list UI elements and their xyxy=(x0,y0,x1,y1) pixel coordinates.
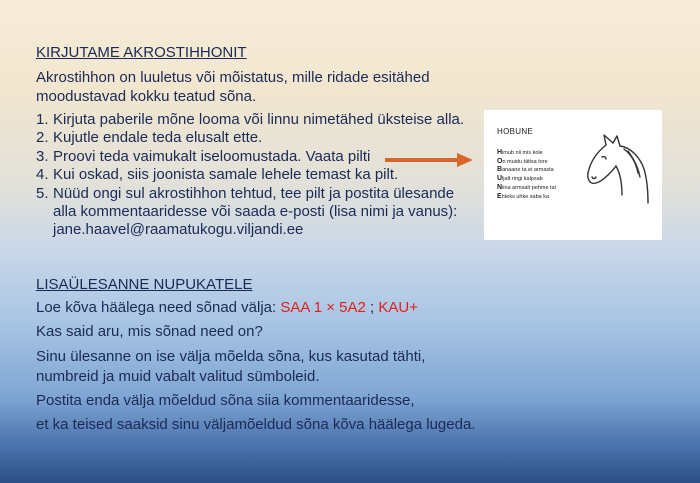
acrostic-example-card xyxy=(484,110,662,240)
task-prefix: Loe kõva häälega need sõnad välja: xyxy=(36,299,281,316)
poem-line: Himub nii mis kole xyxy=(497,149,543,156)
intro-line-2: moodustavad kokku teatud sõna. xyxy=(36,88,257,105)
step-5-continued: alla kommentaaridesse või saada e-posti (lisa nimi ja vanus): xyxy=(53,203,458,221)
step-5 xyxy=(36,185,464,203)
step-number: 4. xyxy=(36,166,49,184)
coded-word-2: KAU+ xyxy=(378,299,418,316)
step-1 xyxy=(36,111,464,129)
poem-line: Uljalt ringi kalpsab xyxy=(497,175,543,183)
task-line xyxy=(36,299,418,317)
post-line-2: et ka teised saaksid sinu väljamõeldud sõna kõva häälega lugeda. xyxy=(36,416,476,433)
assignment-line-1: Sinu ülesanne on ise välja mõelda sõna, kus kasutad tähti, xyxy=(36,348,426,365)
email-address[interactable]: jane.haavel@raamatukogu.viljandi.ee xyxy=(53,221,304,239)
heading-kirjutame: KIRJUTAME AKROSTIHHONIT xyxy=(36,44,247,61)
step-text: Nüüd ongi sul akrostihhon tehtud, tee pilt ja postita ülesande xyxy=(53,184,455,202)
question-line: Kas said aru, mis sõnad need on? xyxy=(36,323,263,340)
arrow-right-icon xyxy=(385,150,475,170)
step-2 xyxy=(36,129,464,147)
step-number: 2. xyxy=(36,129,49,147)
poem-line: Ehteks uhke saba ka xyxy=(497,192,550,200)
poem-line: On muidu täitsa tore xyxy=(497,157,548,165)
coded-word-1: SAA 1 × 5A2 xyxy=(280,299,366,316)
step-text: Proovi teda vaimukalt iseloomustada. Vaata pilti xyxy=(53,147,371,165)
step-number: 3. xyxy=(36,147,49,165)
horse-head-icon xyxy=(584,133,658,213)
step-number: 5. xyxy=(36,184,49,202)
step-text: Kirjuta paberile mõne looma või linnu nimetähed üksteise alla. xyxy=(53,111,465,128)
assignment-line-2: numbreid ja muid vabalt valitud sümboleid. xyxy=(36,368,320,385)
poem-line: Niina armsalt pehme tal xyxy=(497,183,556,191)
step-number: 1. xyxy=(36,111,49,128)
intro-line-1: Akrostihhon on luuletus või mõistatus, mille ridade esitähed xyxy=(36,69,430,86)
steps-list xyxy=(36,111,464,240)
post-line-1: Postita enda välja mõeldud sõna siia kommentaaridesse, xyxy=(36,392,415,409)
card-title: HOBUNE xyxy=(497,127,534,136)
step-text: Kui oskad, siis joonista samale lehele temast ka pilt. xyxy=(53,166,399,184)
heading-lisaulesanne: LISAÜLESANNE NUPUKATELE xyxy=(36,276,253,293)
poem-line: Banaane ta ei armasta xyxy=(497,166,554,174)
step-text: Kujutle endale teda elusalt ette. xyxy=(53,129,263,147)
task-separator: ; xyxy=(365,299,379,316)
card-poem xyxy=(497,149,556,201)
